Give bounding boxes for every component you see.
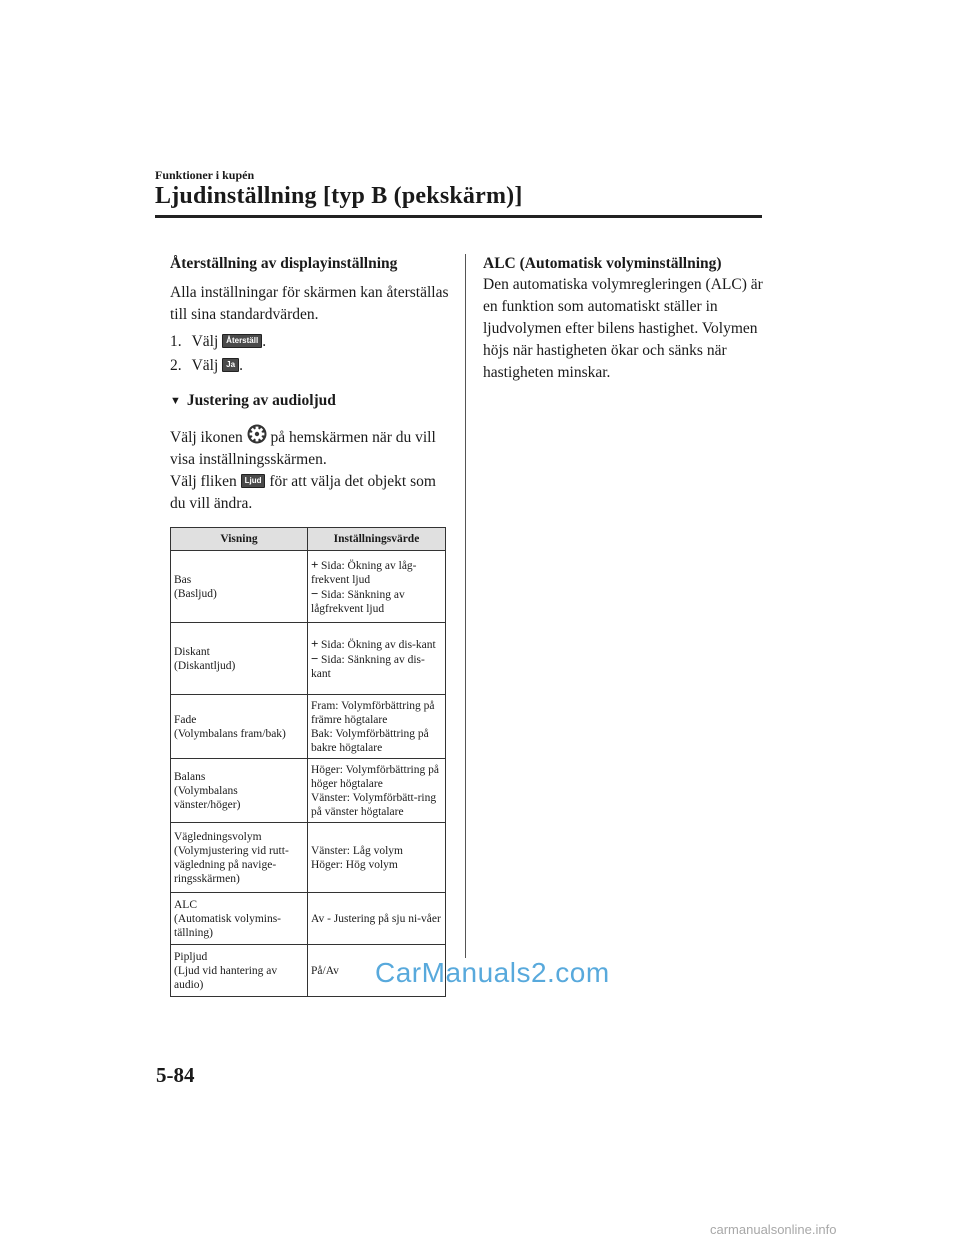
- triangle-down-icon: ▼: [170, 395, 181, 407]
- header-value: Inställningsvärde: [308, 528, 446, 551]
- table-row: Pipljud (Ljud vid hantering av audio) På/Av: [171, 945, 446, 997]
- table-row: Vägledningsvolym (Volymjustering vid rutt-vägledning på navige-ringsskärmen) Vänster: Låg volym Höger: Hög volym: [171, 823, 446, 893]
- minus-icon: −: [311, 650, 319, 666]
- reset-button-icon: Återställ: [222, 334, 262, 348]
- step-1: 1. Välj Återställ .: [170, 333, 267, 350]
- audio-instruction-2: Välj fliken Ljud för att välja det objekt som du vill ändra.: [170, 473, 436, 512]
- alc-heading: ALC (Automatisk volyminställning): [483, 255, 722, 272]
- plus-icon: +: [311, 635, 319, 651]
- settings-gear-icon: [247, 424, 267, 444]
- reset-heading: Återställning av displayinställning: [170, 255, 398, 272]
- plus-icon: +: [311, 556, 319, 572]
- section-label: Funktioner i kupén: [155, 168, 255, 182]
- page-number: 5-84: [156, 1063, 195, 1087]
- table-row: ALC (Automatisk volymins-tällning) Av - Justering på sju ni-våer: [171, 893, 446, 945]
- audio-heading: ▼ Justering av audioljud: [170, 390, 450, 412]
- title-rule: [155, 215, 762, 218]
- table-row: Bas (Basljud) + Sida: Ökning av låg-frekvent ljud − Sida: Sänkning av lågfrekvent ljud: [171, 551, 446, 623]
- watermark-logo: CarManuals2.com: [375, 957, 610, 988]
- audio-instruction-1: Välj ikonen på hemskärmen när du vill visa inställningsskärmen.: [170, 424, 450, 471]
- alc-text: Den automatiska volymregleringen (ALC) är en funktion som automatiskt ställer in ljudvolymen efter bilens hastighet. Volymen höjs när hastigheten ökar och sänks när hastigheten minskar.: [483, 276, 763, 381]
- left-column: [170, 254, 450, 997]
- table-row: Fade (Volymbalans fram/bak) Fram: Volymförbättring på främre högtalare Bak: Volymförbättring på bakre högtalare: [171, 695, 446, 759]
- right-column: [483, 254, 765, 384]
- header-display: Visning: [171, 528, 308, 551]
- table-header-row: [171, 528, 446, 551]
- step-2: 2. Välj Ja .: [170, 357, 243, 374]
- minus-icon: −: [311, 585, 319, 601]
- yes-button-icon: Ja: [222, 358, 239, 372]
- table-row: Diskant (Diskantljud) + Sida: Ökning av dis-kant − Sida: Sänkning av dis-kant: [171, 623, 446, 695]
- sound-tab-icon: Ljud: [241, 474, 266, 488]
- page-title: Ljudinställning [typ B (pekskärm)]: [155, 183, 523, 209]
- column-divider: [465, 254, 466, 958]
- reset-intro: Alla inställningar för skärmen kan återställas till sina standardvärden.: [170, 284, 449, 323]
- settings-table: [170, 527, 446, 997]
- table-row: Balans (Volymbalans vänster/höger) Höger: Volymförbättring på höger högtalare Vänster: Volymförbätt-ring på vänster högtalare: [171, 759, 446, 823]
- footer-url: carmanualsonline.info: [710, 1222, 837, 1237]
